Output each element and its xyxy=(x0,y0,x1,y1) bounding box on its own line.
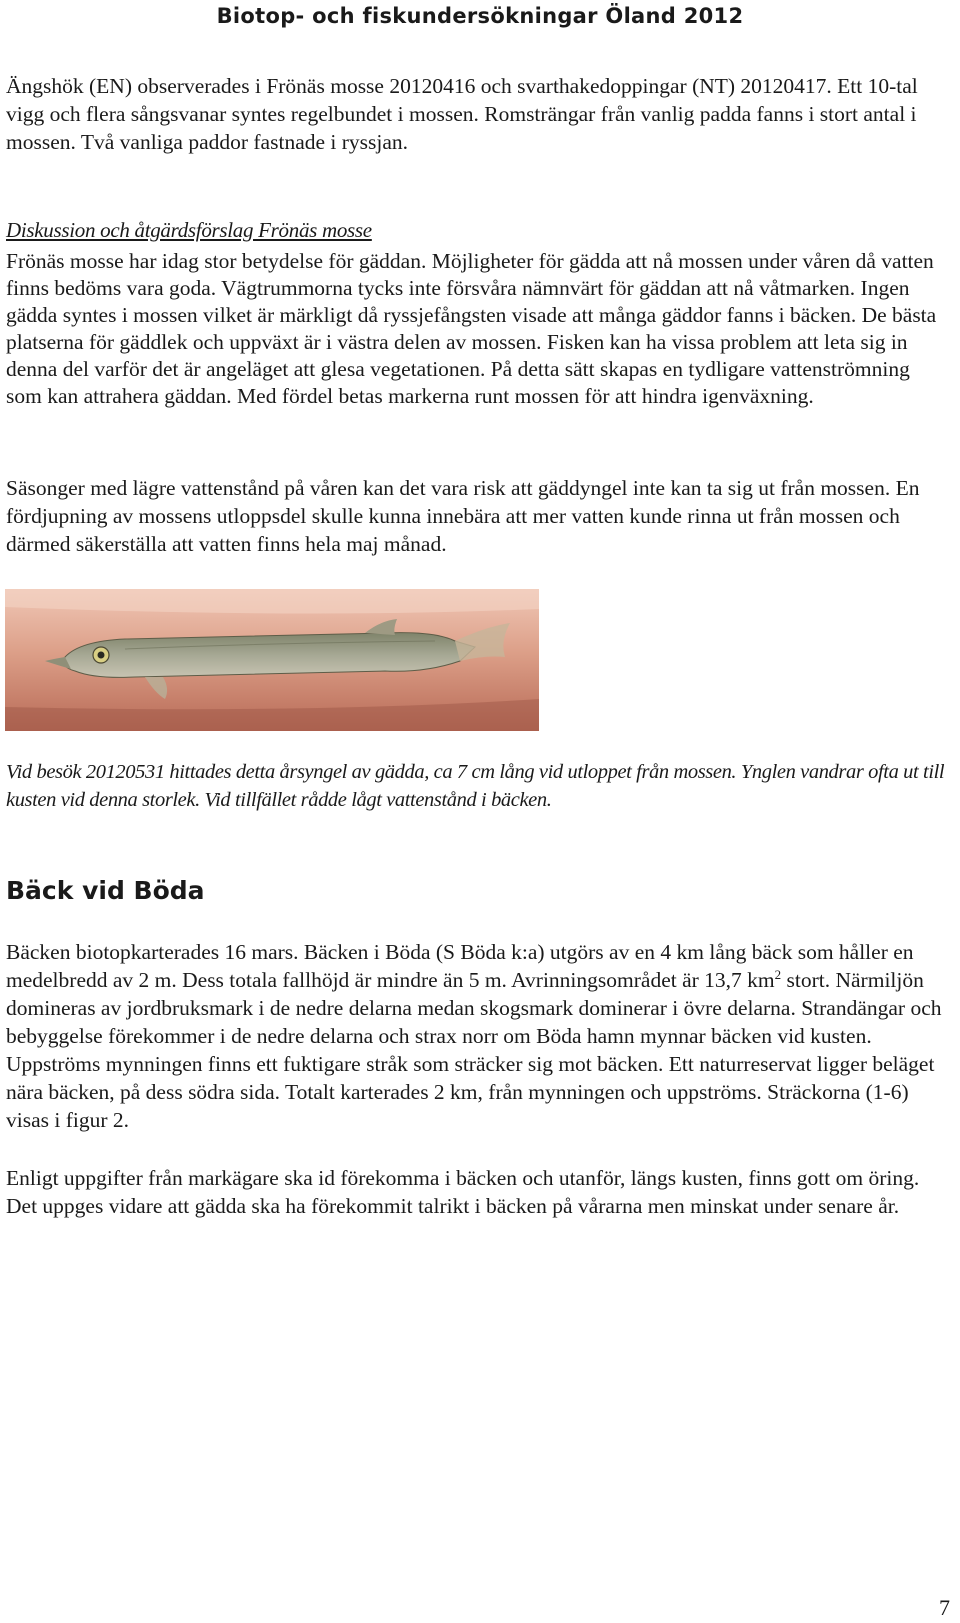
photo-caption: Vid besök 20120531 hittades detta årsyngel av gädda, ca 7 cm lång vid utloppet från mossen. Ynglen vandrar ofta ut till kusten vid denna storlek. Vid tillfället rådde lågt vattenstånd i bäcken. xyxy=(6,761,945,811)
section-paragraph-1 xyxy=(6,938,946,1134)
page-number: 7 xyxy=(939,1595,950,1620)
discussion-paragraph-2: Säsonger med lägre vattenstånd på våren kan det vara risk att gäddyngel inte kan ta sig ut från mossen. En fördjupning av mossens utloppsdel skulle kunna innebära att mer vatten kunde rinna ut från mossen och därmed säkerställa att vatten finns hela maj månad. xyxy=(6,476,920,556)
section-paragraph-2: Enligt uppgifter från markägare ska id förekomma i bäcken och utanför, längs kusten, finns gott om öring. Det uppges vidare att gädda ska ha förekommit talrikt i bäcken på vårarna men minskat under senare år. xyxy=(6,1166,920,1218)
discussion-paragraph-1: Frönäs mosse har idag stor betydelse för gäddan. Möjligheter för gädda att nå mossen under våren då vatten finns bedöms vara goda. Vägtrummorna tycks inte försvåra nämnvärt för gäddan att nå våtmarken. Ingen gädda syntes i mossen vilket är märkligt då ryssjefångsten visade att många gäddor fanns i bäcken. De bästa platserna för gäddlek och uppväxt är i västra delen av mossen. Fisken kan ha vissa problem att leta sig in denna del varför det är angeläget att glesa vegetationen. På detta sätt skapas en tydligare vattenströmning som kan attrahera gäddan. Med fördel betas markerna runt mossen för att hindra igenväxning. xyxy=(6,249,937,408)
superscript-exponent: 2 xyxy=(774,966,782,982)
pike-fry-photo xyxy=(5,589,539,731)
running-header: Biotop- och fiskundersökningar Öland 2012 xyxy=(216,4,744,28)
pike-fry-illustration xyxy=(5,589,539,731)
section-paragraph-1-continued: stort. Närmiljön domineras av jordbruksmark i de nedre delarna medan skogsmark dominerar i övre delarna. Strandängar och bebyggelse förekommer i de nedre delarna och strax norr om Böda hamn mynnar bäcken vid kusten. Uppströms mynningen finns ett fuktigare stråk som sträcker sig mot bäcken. Ett naturreservat ligger beläget nära bäcken, på dess södra sida. Totalt karterades 2 km, från mynningen och uppströms. Sträckorna (1-6) visas i figur 2. xyxy=(6,968,942,1132)
section-paragraph-1-text: Bäcken biotopkarterades 16 mars. Bäcken i Böda (S Böda k:a) utgörs av en 4 km lång bäck som håller en medelbredd av 2 m. Dess totala fallhöjd är mindre än 5 m. Avrinningsområdet är 13,7 km xyxy=(6,940,914,992)
section-heading: Bäck vid Böda xyxy=(6,876,205,905)
intro-paragraph: Ängshök (EN) observerades i Frönäs mosse 20120416 och svarthakedoppingar (NT) 20120417. Ett 10-tal vigg och flera sångsvanar syntes regelbundet i mossen. Romsträngar från vanlig padda fanns i stort antal i mossen. Två vanliga paddor fastnade i ryssjan. xyxy=(6,74,918,154)
discussion-heading: Diskussion och åtgärdsförslag Frönäs mosse xyxy=(6,218,372,242)
